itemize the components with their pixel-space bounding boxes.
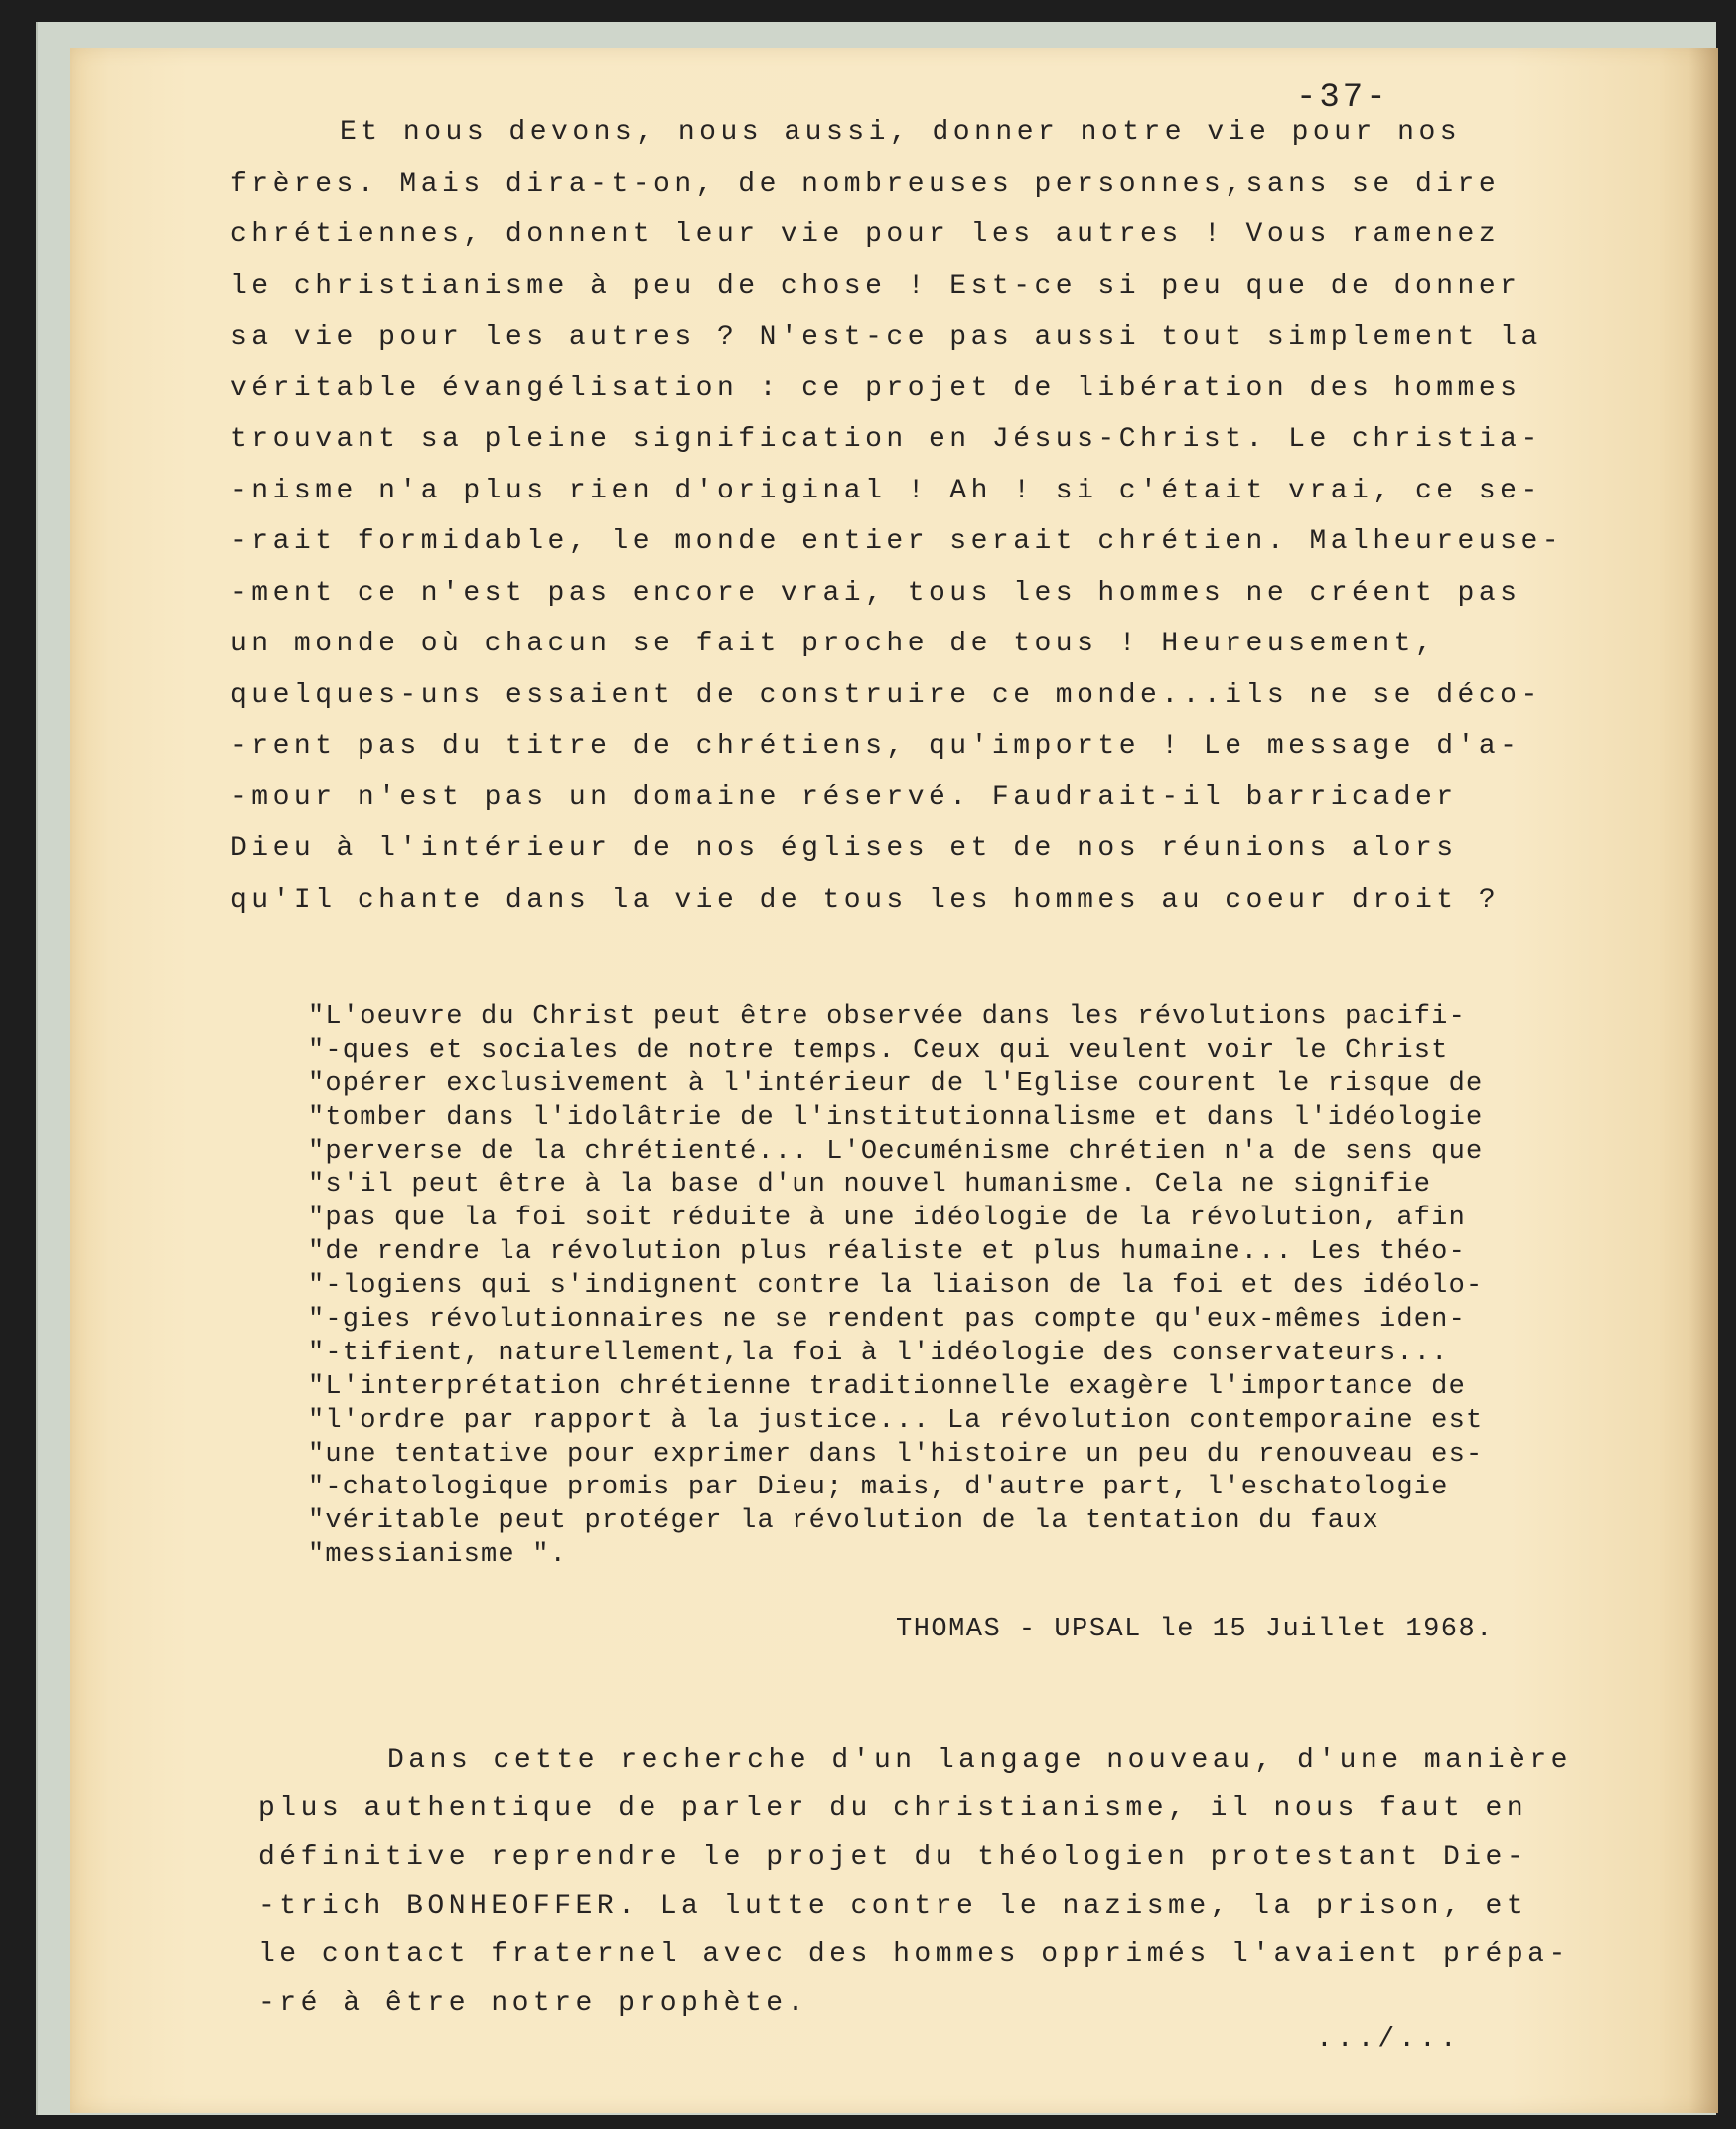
text-line: -nisme n'a plus rien d'original ! Ah ! si c'était vrai, ce se- — [230, 475, 1542, 506]
continuation-mark: .../... — [1316, 2024, 1461, 2055]
quote-line: "L'oeuvre du Christ peut être observée dans les révolutions pacifi- — [308, 1002, 1466, 1032]
quote-line: "messianisme ". — [308, 1540, 568, 1571]
text-line: Dans cette recherche d'un langage nouveau, d'une manière — [387, 1745, 1572, 1775]
quote-line: "-logiens qui s'indignent contre la liaison de la foi et des idéolo- — [308, 1271, 1484, 1302]
text-line: plus authentique de parler du christianisme, il nous faut en — [258, 1793, 1528, 1824]
text-line: qu'Il chante dans la vie de tous les hommes au coeur droit ? — [230, 884, 1501, 916]
block-quote — [308, 1001, 1599, 1573]
quote-line: "une tentative pour exprimer dans l'histoire un peu du renouveau es- — [308, 1439, 1484, 1470]
text-line: chrétiennes, donnent leur vie pour les autres ! Vous ramenez — [230, 219, 1501, 250]
quote-attribution: THOMAS - UPSAL le 15 Juillet 1968. — [896, 1615, 1494, 1644]
text-line: -rait formidable, le monde entier serait chrétien. Malheureuse- — [230, 526, 1564, 557]
text-line: le christianisme à peu de chose ! Est-ce si peu que de donner — [230, 270, 1521, 302]
text-line: un monde où chacun se fait proche de tous ! Heureusement, — [230, 629, 1437, 659]
quote-line: "-gies révolutionnaires ne se rendent pas compte qu'eux-mêmes iden- — [308, 1305, 1466, 1336]
quote-line: "-tifient, naturellement,la foi à l'idéologie des conservateurs... — [308, 1338, 1449, 1368]
paragraph-1 — [230, 107, 1581, 925]
text-line: Dieu à l'intérieur de nos églises et de nos réunions alors — [230, 833, 1458, 864]
text-line: -rent pas du titre de chrétiens, qu'importe ! Le message d'a- — [230, 731, 1521, 762]
typed-document-page — [70, 48, 1718, 2113]
quote-line: "-ques et sociales de notre temps. Ceux qui veulent voir le Christ — [308, 1035, 1449, 1065]
quote-line: "-chatologique promis par Dieu; mais, d'autre part, l'eschatologie — [308, 1473, 1449, 1503]
page-number: -37- — [1296, 79, 1389, 117]
paragraph-2 — [258, 1736, 1589, 2028]
text-line: le contact fraternel avec des hommes opprimés l'avaient prépa- — [258, 1939, 1570, 1970]
text-line: -ré à être notre prophète. — [258, 1988, 808, 2019]
quote-line: "opérer exclusivement à l'intérieur de l'Eglise courent le risque de — [308, 1068, 1484, 1099]
text-line: frères. Mais dira-t-on, de nombreuses personnes,sans se dire — [230, 168, 1501, 200]
quote-line: "tomber dans l'idolâtrie de l'institutionnalisme et dans l'idéologie — [308, 1102, 1484, 1133]
quote-line: "pas que la foi soit réduite à une idéologie de la révolution, afin — [308, 1204, 1466, 1234]
text-line: sa vie pour les autres ? N'est-ce pas aussi tout simplement la — [230, 322, 1542, 353]
text-line: trouvant sa pleine signification en Jésus-Christ. Le christia- — [230, 424, 1542, 455]
page-edge-shadow — [1688, 48, 1718, 2113]
text-line: définitive reprendre le projet du théologien protestant Die- — [258, 1842, 1528, 1873]
quote-line: "l'ordre par rapport à la justice... La révolution contemporaine est — [308, 1405, 1484, 1436]
text-line: quelques-uns essaient de construire ce monde...ils ne se déco- — [230, 679, 1542, 711]
text-line: -ment ce n'est pas encore vrai, tous les hommes ne créent pas — [230, 577, 1521, 609]
quote-line: "de rendre la révolution plus réaliste et plus humaine... Les théo- — [308, 1237, 1466, 1268]
quote-line: "L'interprétation chrétienne traditionnelle exagère l'importance de — [308, 1371, 1466, 1402]
quote-line: "s'il peut être à la base d'un nouvel humanisme. Cela ne signifie — [308, 1170, 1432, 1201]
text-line: -trich BONHEOFFER. La lutte contre le nazisme, la prison, et — [258, 1891, 1528, 1921]
quote-line: "perverse de la chrétienté... L'Oecuménisme chrétien n'a de sens que — [308, 1136, 1484, 1167]
text-line: Et nous devons, nous aussi, donner notre vie pour nos — [340, 117, 1462, 148]
text-line: véritable évangélisation : ce projet de libération des hommes — [230, 372, 1521, 404]
text-line: -mour n'est pas un domaine réservé. Faudrait-il barricader — [230, 781, 1458, 813]
quote-line: "véritable peut protéger la révolution de la tentation du faux — [308, 1506, 1379, 1537]
